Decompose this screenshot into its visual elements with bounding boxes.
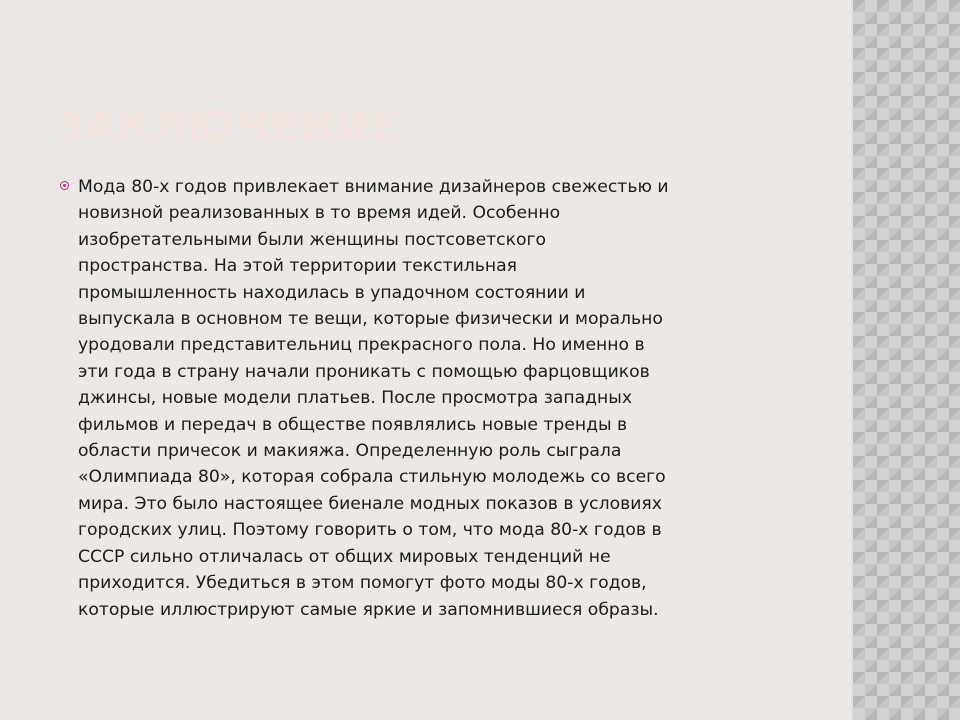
paragraph-line: выпускала в основном те вещи, которые физически и морально bbox=[78, 309, 663, 330]
paragraph-line: эти года в страну начали проникать с помощью фарцовщиков bbox=[78, 361, 650, 382]
paragraph-line: области причесок и макияжа. Определенную роль сыграла bbox=[78, 441, 622, 462]
paragraph-line: СССР сильно отличалась от общих мировых тенденций не bbox=[78, 546, 611, 567]
slide-title: ЗАКЛЮЧЕНИЕ bbox=[54, 104, 401, 150]
ring-bullet-icon bbox=[60, 181, 69, 190]
bullet-item bbox=[60, 174, 830, 623]
paragraph-line: приходится. Убедиться в этом помогут фото моды 80-х годов, bbox=[78, 573, 647, 594]
decorative-side-panel bbox=[853, 0, 960, 720]
paragraph-line: изобретательными были женщины постсоветского bbox=[78, 229, 547, 250]
paragraph-line: городских улиц. Поэтому говорить о том, что мода 80-х годов в bbox=[78, 520, 662, 541]
paragraph-line: фильмов и передач в обществе появлялись новые тренды в bbox=[78, 414, 628, 435]
paragraph-line: промышленность находилась в упадочном состоянии и bbox=[78, 282, 586, 303]
paragraph-line: уродовали представительниц прекрасного пола. Но именно в bbox=[78, 335, 645, 356]
bullet-paragraph bbox=[78, 174, 830, 623]
paragraph-line: джинсы, новые модели платьев. После просмотра западных bbox=[78, 388, 633, 409]
paragraph-line: «Олимпиада 80», которая собрала стильную молодежь со всего bbox=[78, 467, 666, 488]
paragraph-line: которые иллюстрируют самые яркие и запомнившиеся образы. bbox=[78, 599, 659, 620]
paragraph-line: Мода 80-х годов привлекает внимание дизайнеров свежестью и bbox=[78, 177, 669, 197]
paragraph-line: новизной реализованных в то время идей. Особенно bbox=[78, 203, 561, 224]
paragraph-line: мира. Это было настоящее биенале модных показов в условиях bbox=[78, 493, 662, 514]
slide-content bbox=[60, 174, 830, 623]
paragraph-line: пространства. На этой территории текстильная bbox=[78, 256, 518, 277]
